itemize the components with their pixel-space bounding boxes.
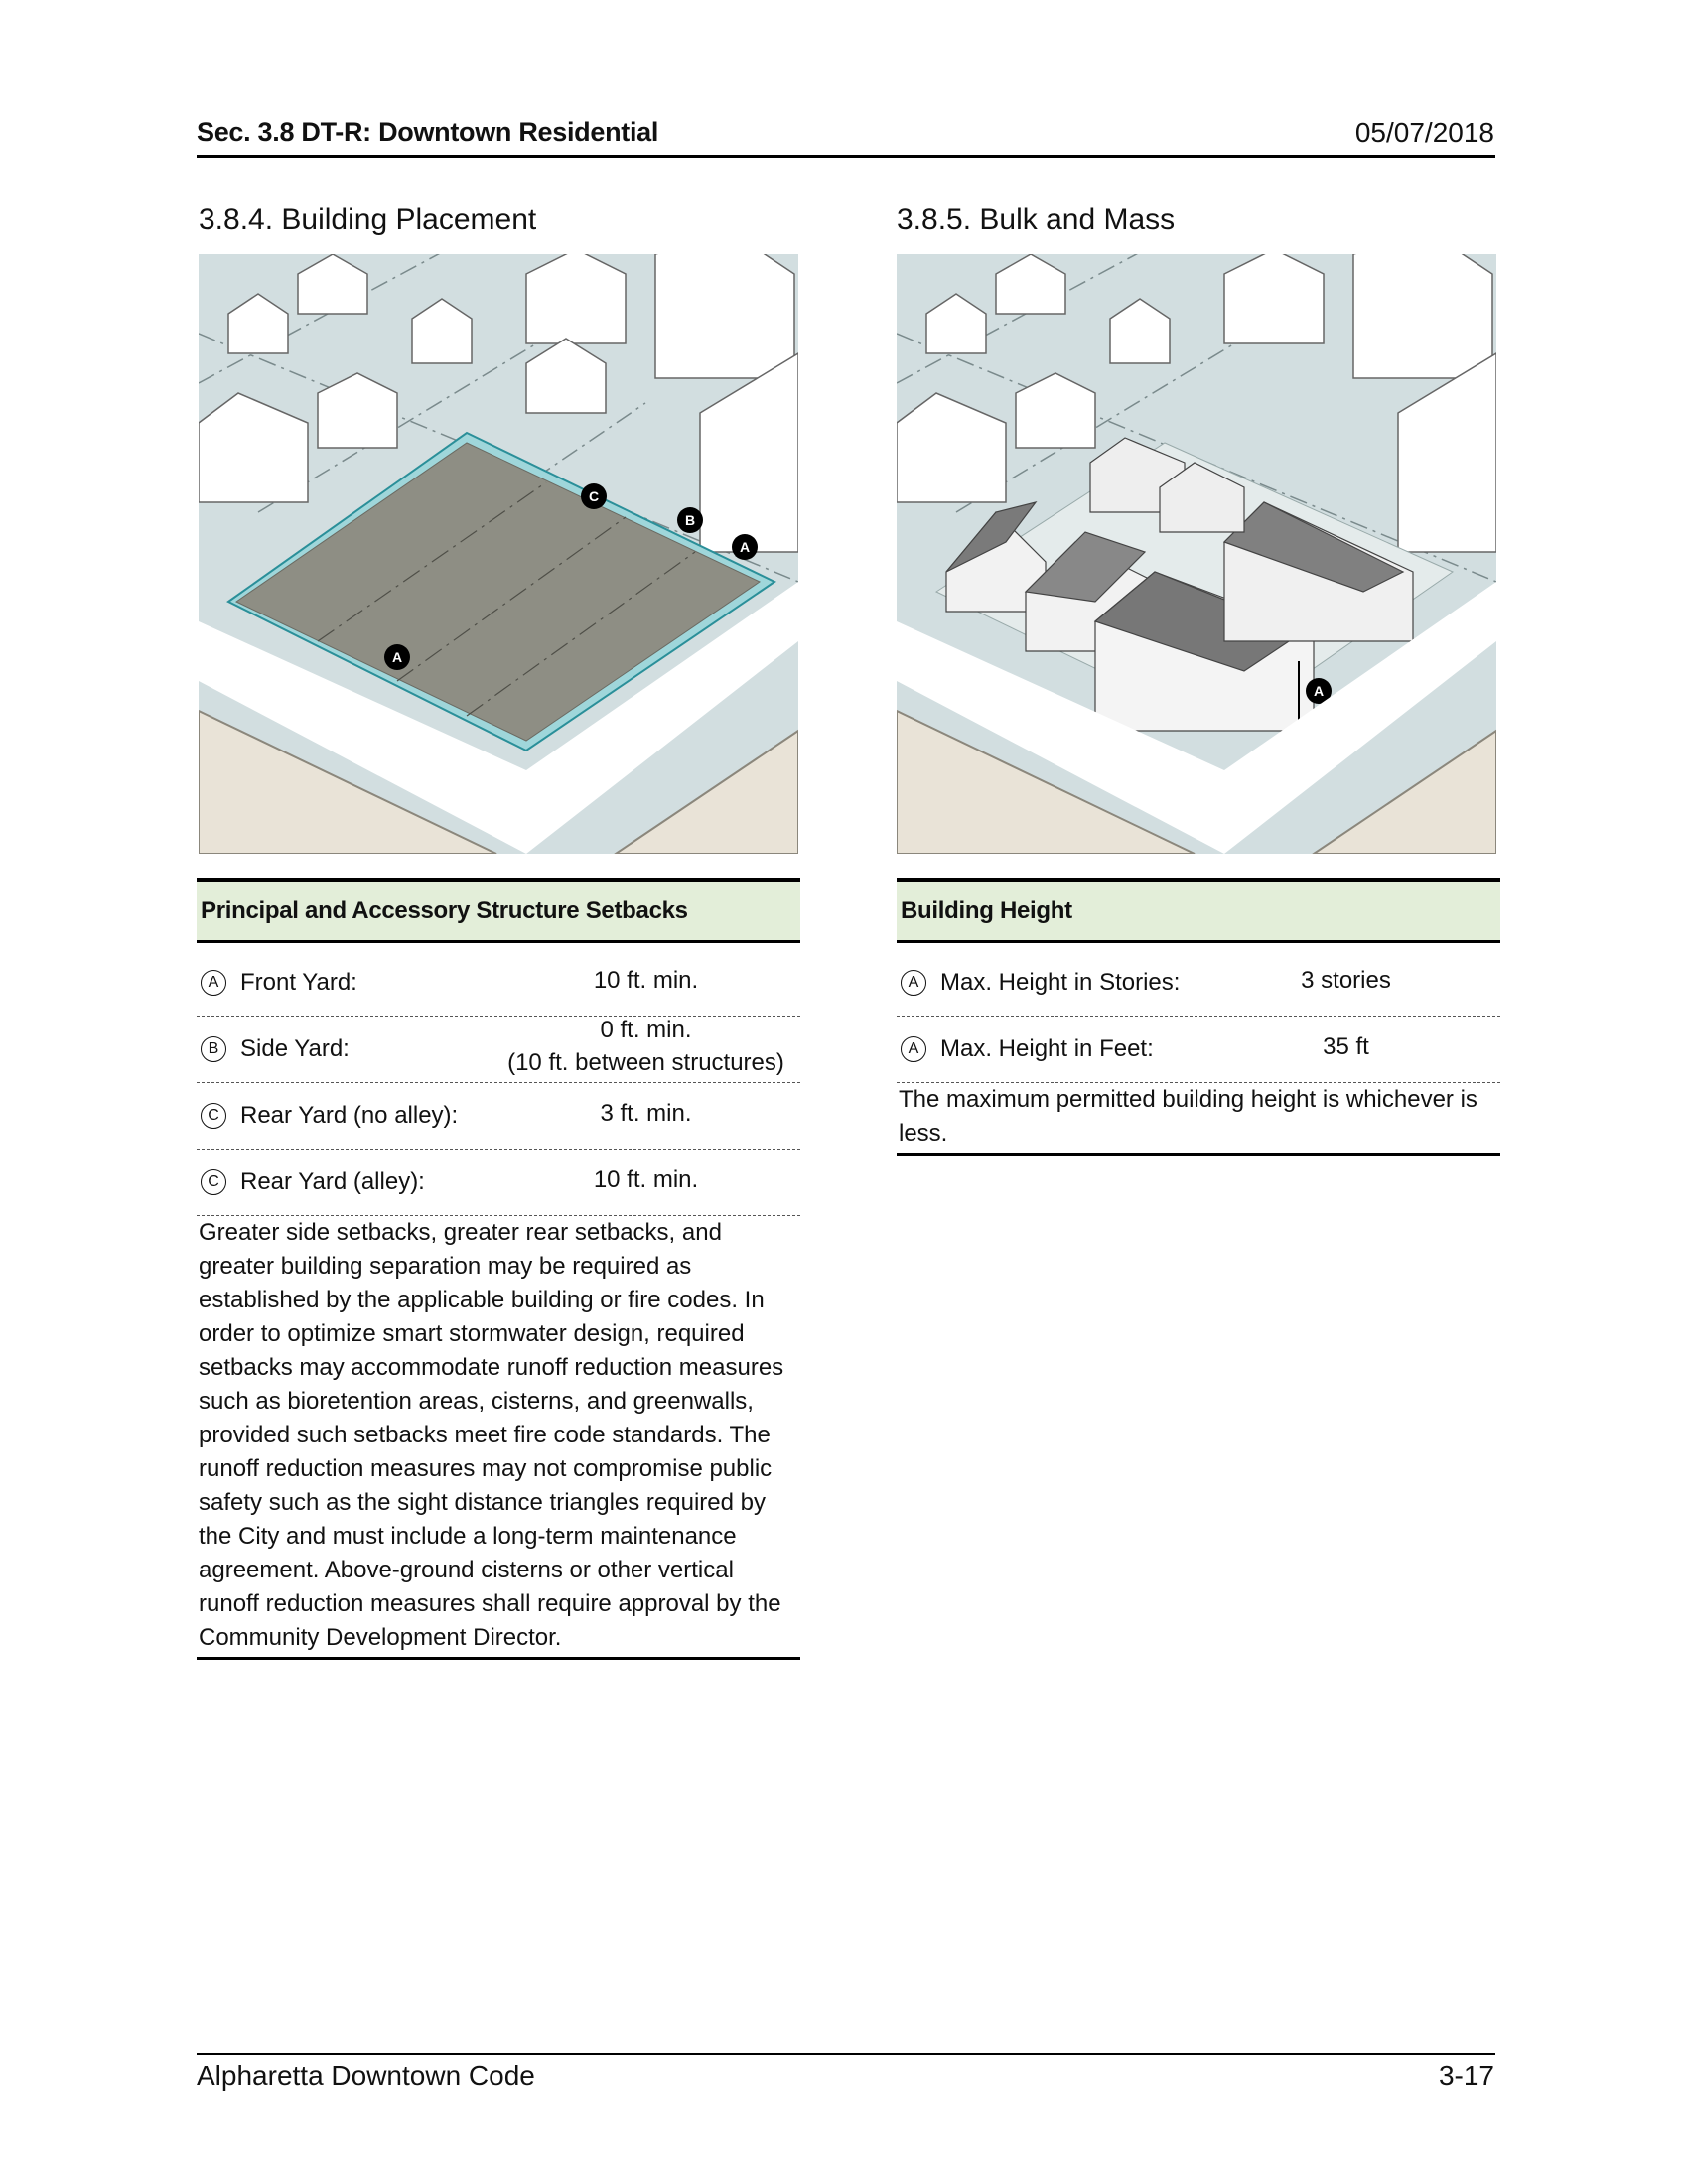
- page-number: 3-17: [1438, 2060, 1494, 2091]
- building-placement-title: 3.8.4. Building Placement: [199, 204, 537, 236]
- row-value: 10 ft. min.: [593, 966, 699, 994]
- figure-label-a-height: A: [1313, 683, 1325, 699]
- section-header-title: Sec. 3.8 DT-R: Downtown Residential: [197, 117, 659, 147]
- figure-label-a-front: A: [391, 649, 403, 665]
- marker-a: A: [901, 1036, 926, 1062]
- setbacks-table: [197, 950, 800, 1660]
- row-label: Side Yard:: [240, 1035, 350, 1062]
- header-divider: [197, 155, 1495, 158]
- setbacks-table-header: Principal and Accessory Structure Setbacks: [197, 878, 800, 943]
- row-value: 3 stories: [1301, 966, 1391, 994]
- row-value: 0 ft. min.: [600, 1017, 692, 1043]
- bulk-and-mass-figure: [897, 254, 1496, 854]
- height-note: The maximum permitted building height is whichever is less.: [897, 1083, 1500, 1156]
- marker-c: C: [201, 1169, 226, 1195]
- marker-a: A: [201, 970, 226, 996]
- table-row: [897, 1017, 1500, 1083]
- building-height-table: [897, 950, 1500, 1156]
- marker-a: A: [901, 970, 926, 996]
- table-row: [197, 1150, 800, 1216]
- row-value: 10 ft. min.: [593, 1165, 699, 1193]
- table-row: [897, 950, 1500, 1017]
- row-value: 35 ft: [1323, 1032, 1369, 1060]
- row-label: Rear Yard (no alley):: [240, 1102, 459, 1129]
- bulk-and-mass-title: 3.8.5. Bulk and Mass: [897, 204, 1176, 236]
- row-label: Front Yard:: [240, 969, 357, 996]
- figure-label-c: C: [588, 488, 600, 504]
- row-value: 3 ft. min.: [600, 1099, 692, 1127]
- footer-divider: [197, 2053, 1495, 2055]
- table-row: [197, 950, 800, 1017]
- building-placement-figure: [199, 254, 798, 854]
- row-label: Max. Height in Feet:: [940, 1035, 1154, 1062]
- header-date: 05/07/2018: [1354, 117, 1494, 148]
- marker-c: C: [201, 1103, 226, 1129]
- row-label: Rear Yard (alley):: [240, 1168, 425, 1195]
- setbacks-note: Greater side setbacks, greater rear setbacks, and greater building separation may be required as established by the applicable building or fire codes. In order to optimize smart stormwater design, required setbacks may accommodate runoff reduction measures such as bioretention areas, cisterns, and greenwalls, provided such setbacks meet fire code standards. The runoff reduction measures may not compromise public safety such as the sight distance triangles required by the City and must include a long-term maintenance agreement. Above-ground cisterns or other vertical runoff reduction measures shall require approval by the Community Development Director.: [197, 1216, 800, 1660]
- figure-label-a-side: A: [739, 539, 751, 555]
- footer-document-title: Alpharetta Downtown Code: [197, 2060, 535, 2091]
- row-label: Max. Height in Stories:: [940, 969, 1181, 996]
- table-row: [197, 1083, 800, 1150]
- row-value-note: (10 ft. between structures): [507, 1049, 784, 1076]
- figure-label-b: B: [684, 512, 696, 528]
- marker-b: B: [201, 1036, 226, 1062]
- table-row: [197, 1017, 800, 1083]
- building-height-table-header: Building Height: [897, 878, 1500, 943]
